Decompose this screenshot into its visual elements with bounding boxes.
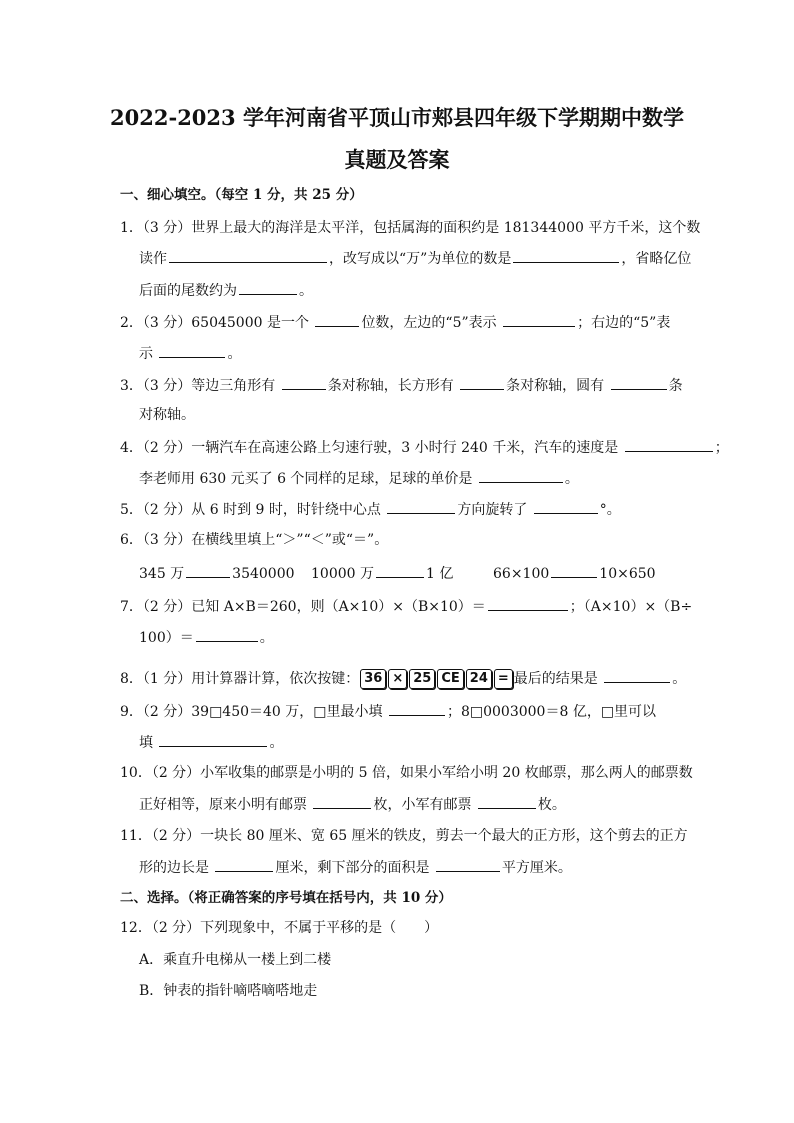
calculator-key-ce: CE xyxy=(437,669,463,689)
section2-heading: 二、选择。（将正确答案的序号填在括号内，共 10 分） xyxy=(120,890,452,906)
q5-line1 xyxy=(120,499,621,520)
answer-blank[interactable] xyxy=(376,563,424,578)
q2-text: 。 xyxy=(227,346,242,362)
q5-text: 5．（2 分）从 6 时到 9 时，时针绕中心点 xyxy=(120,502,386,518)
calculator-key-25: 25 xyxy=(409,669,435,689)
q6-comparisons xyxy=(139,563,656,584)
answer-blank[interactable] xyxy=(159,343,225,358)
q7-text: 。 xyxy=(259,630,274,646)
q8-text: 8．（1 分）用计算器计算，依次按键： xyxy=(120,671,360,687)
q3-text: 条对称轴，长方形有 xyxy=(327,378,459,394)
calculator-key-36: 36 xyxy=(360,669,386,689)
document-title-line1: 2022-2023 学年河南省平顶山市郏县四年级下学期期中数学 xyxy=(110,105,684,130)
answer-blank[interactable] xyxy=(315,312,359,327)
q2-line1 xyxy=(120,312,670,333)
q1-line2 xyxy=(139,248,691,269)
q3-text: 3．（3 分）等边三角形有 xyxy=(120,378,280,394)
q3-line2: 对称轴。 xyxy=(139,407,195,423)
q2-line2 xyxy=(139,343,241,364)
q8-text: 。 xyxy=(672,671,687,687)
comparison-item: 10000 万 1 亿 xyxy=(311,563,493,584)
q1-text: 后面的尾数约为 xyxy=(139,283,237,299)
q11-line2 xyxy=(139,857,572,878)
q3-text: 条对称轴，圆有 xyxy=(506,378,609,394)
q2-text: 位数，左边的“5”表示 xyxy=(361,315,502,331)
q4-text: 。 xyxy=(564,471,579,487)
calculator-key-equals: = xyxy=(494,669,513,689)
q4-text: 4．（2 分）一辆汽车在高速公路上匀速行驶，3 小时行 240 千米，汽车的速度是 xyxy=(120,440,623,456)
q5-text: °。 xyxy=(599,502,621,518)
q9-line2 xyxy=(139,732,283,753)
answer-blank[interactable] xyxy=(625,437,713,452)
q1-text: 。 xyxy=(299,283,313,299)
q1-text: ，省略亿位 xyxy=(621,251,692,267)
q11-line1: 11．（2 分）一块长 80 厘米、宽 65 厘米的铁皮，剪去一个最大的正方形，这个剪去的正方 xyxy=(120,828,688,844)
q8-line1 xyxy=(120,668,686,689)
q9-text: ；8□0003000＝8 亿，□里可以 xyxy=(446,704,657,720)
document-title-line2: 真题及答案 xyxy=(344,147,450,172)
q8-text: 最后的结果是 xyxy=(513,671,603,687)
answer-blank[interactable] xyxy=(389,701,445,716)
section1-heading: 一、细心填空。（每空 1 分，共 25 分） xyxy=(120,187,363,203)
answer-blank[interactable] xyxy=(436,857,500,872)
q12-option-a[interactable]: A．乘直升电梯从一楼上到二楼 xyxy=(139,952,332,968)
q7-text: ；（A×10）×（B÷ xyxy=(569,599,693,615)
q12-stem: 12．（2 分）下列现象中，不属于平移的是（ ） xyxy=(120,920,439,936)
q9-text: 填 xyxy=(139,735,158,751)
q7-text: 100）＝ xyxy=(139,630,194,646)
answer-blank[interactable] xyxy=(513,248,619,263)
q10-text: 枚。 xyxy=(537,797,566,813)
q1-text: ，改写成以“万”为单位的数是 xyxy=(329,251,512,267)
q7-line1 xyxy=(120,596,692,617)
answer-blank[interactable] xyxy=(503,312,575,327)
q10-text: 枚，小军有邮票 xyxy=(373,797,476,813)
q12-option-b[interactable]: B．钟表的指针嘀嗒嘀嗒地走 xyxy=(139,983,318,999)
answer-blank[interactable] xyxy=(159,732,267,747)
answer-blank[interactable] xyxy=(239,280,297,295)
answer-blank[interactable] xyxy=(479,468,563,483)
answer-blank[interactable] xyxy=(604,668,670,683)
q1-line1: 1．（3 分）世界上最大的海洋是太平洋，包括属海的面积约是 181344000 平方千米，这个数 xyxy=(120,220,701,236)
q10-line1: 10．（2 分）小军收集的邮票是小明的 5 倍，如果小军给小明 20 枚邮票，那么两人的邮票数 xyxy=(120,765,693,781)
answer-blank[interactable] xyxy=(186,563,230,578)
answer-blank[interactable] xyxy=(313,794,371,809)
q9-text: 。 xyxy=(269,735,284,751)
q2-text: 2．（3 分）65045000 是一个 xyxy=(120,315,314,331)
q4-line1 xyxy=(120,437,729,458)
q9-line1 xyxy=(120,701,656,722)
q7-text: 7．（2 分）已知 A×B＝260，则（A×10）×（B×10）＝ xyxy=(120,599,486,615)
q10-text: 正好相等，原来小明有邮票 xyxy=(139,797,312,813)
q9-text: 9．（2 分）39□450＝40 万，□里最小填 xyxy=(120,704,387,720)
q3-text: 条 xyxy=(668,378,683,394)
q2-text: 示 xyxy=(139,346,158,362)
q11-text: 形的边长是 xyxy=(139,860,214,876)
answer-blank[interactable] xyxy=(387,499,455,514)
answer-blank[interactable] xyxy=(611,375,667,390)
q11-text: 平方厘米。 xyxy=(501,860,572,876)
answer-blank[interactable] xyxy=(169,248,327,263)
answer-blank[interactable] xyxy=(460,375,504,390)
comparison-item: 345 万 3540000 xyxy=(139,563,311,584)
answer-blank[interactable] xyxy=(196,627,258,642)
calculator-key-24: 24 xyxy=(466,669,492,689)
q11-text: 厘米，剩下部分的面积是 xyxy=(275,860,434,876)
q1-line3 xyxy=(139,280,313,301)
comparison-item: 66×100 10×650 xyxy=(493,563,656,584)
q4-text: 李老师用 630 元买了 6 个同样的足球，足球的单价是 xyxy=(139,471,477,487)
answer-blank[interactable] xyxy=(215,857,273,872)
answer-blank[interactable] xyxy=(534,499,598,514)
q2-text: ；右边的“5”表 xyxy=(577,315,671,331)
answer-blank[interactable] xyxy=(282,375,326,390)
q4-line2 xyxy=(139,468,579,489)
q10-line2 xyxy=(139,794,566,815)
calculator-key-multiply: × xyxy=(388,669,407,689)
q5-text: 方向旋转了 xyxy=(457,502,532,518)
q6-line1: 6．（3 分）在横线里填上“＞”“＜”或“＝”。 xyxy=(120,532,389,548)
answer-blank[interactable] xyxy=(488,596,568,611)
answer-blank[interactable] xyxy=(478,794,536,809)
q3-line1 xyxy=(120,375,683,396)
q7-line2 xyxy=(139,627,274,648)
answer-blank[interactable] xyxy=(551,563,597,578)
q1-text: 读作 xyxy=(139,251,167,267)
q4-text: ； xyxy=(714,440,729,456)
